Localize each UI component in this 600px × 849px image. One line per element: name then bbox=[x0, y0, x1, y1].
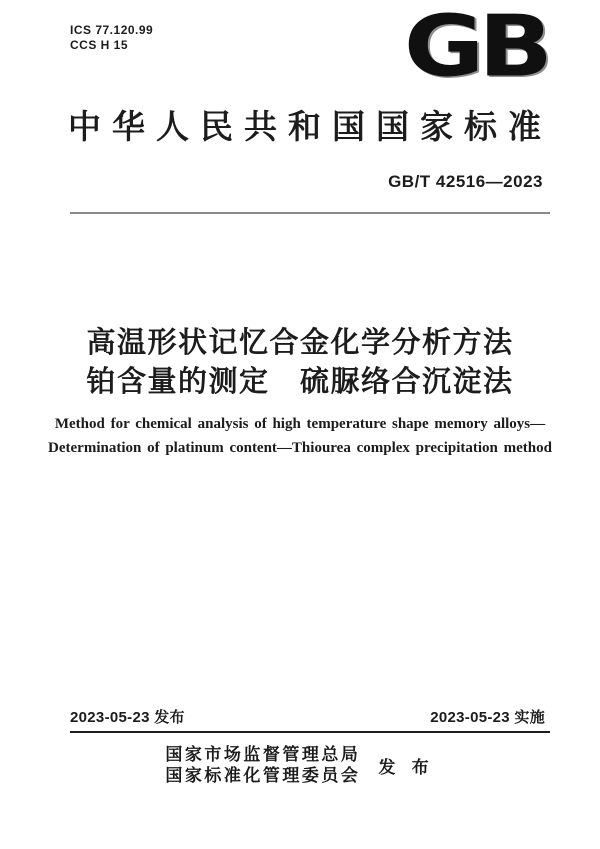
standard-title-zh-line2: 铂含量的测定 硫脲络合沉淀法 bbox=[86, 366, 514, 398]
publisher-names bbox=[165, 744, 360, 786]
publish-label: 发 布 bbox=[378, 757, 435, 777]
ics-code: ICS 77.120.99 bbox=[70, 23, 154, 37]
publisher-line2: 国家标准化管理委员会 bbox=[165, 766, 361, 785]
header-divider-rule bbox=[70, 212, 550, 214]
publisher-line1: 国家市场监督管理总局 bbox=[165, 745, 361, 764]
standard-title-english bbox=[30, 412, 570, 460]
dates-row bbox=[70, 706, 545, 727]
issue-date: 2023-05-23 发布 bbox=[70, 709, 185, 726]
classification-codes bbox=[70, 23, 153, 53]
standard-number: GB/T 42516—2023 bbox=[388, 172, 543, 191]
implementation-date: 2023-05-23 实施 bbox=[430, 709, 545, 726]
national-standard-heading-text: 中华人民共和国国家标准 bbox=[68, 110, 552, 146]
footer-divider-rule bbox=[70, 731, 550, 733]
standard-title-en-line2: Determination of platinum content—Thiourea complex precipitation method bbox=[48, 440, 552, 456]
standard-title-zh-line1: 高温形状记忆合金化学分析方法 bbox=[86, 327, 514, 359]
publisher-block bbox=[0, 744, 600, 786]
standard-title-chinese bbox=[0, 324, 600, 402]
ccs-code: CCS H 15 bbox=[70, 38, 129, 52]
gb-logo: GB bbox=[403, 0, 547, 97]
national-standard-heading bbox=[68, 108, 552, 148]
standard-title-en-line1: Method for chemical analysis of high temperature shape memory alloys— bbox=[54, 416, 546, 432]
